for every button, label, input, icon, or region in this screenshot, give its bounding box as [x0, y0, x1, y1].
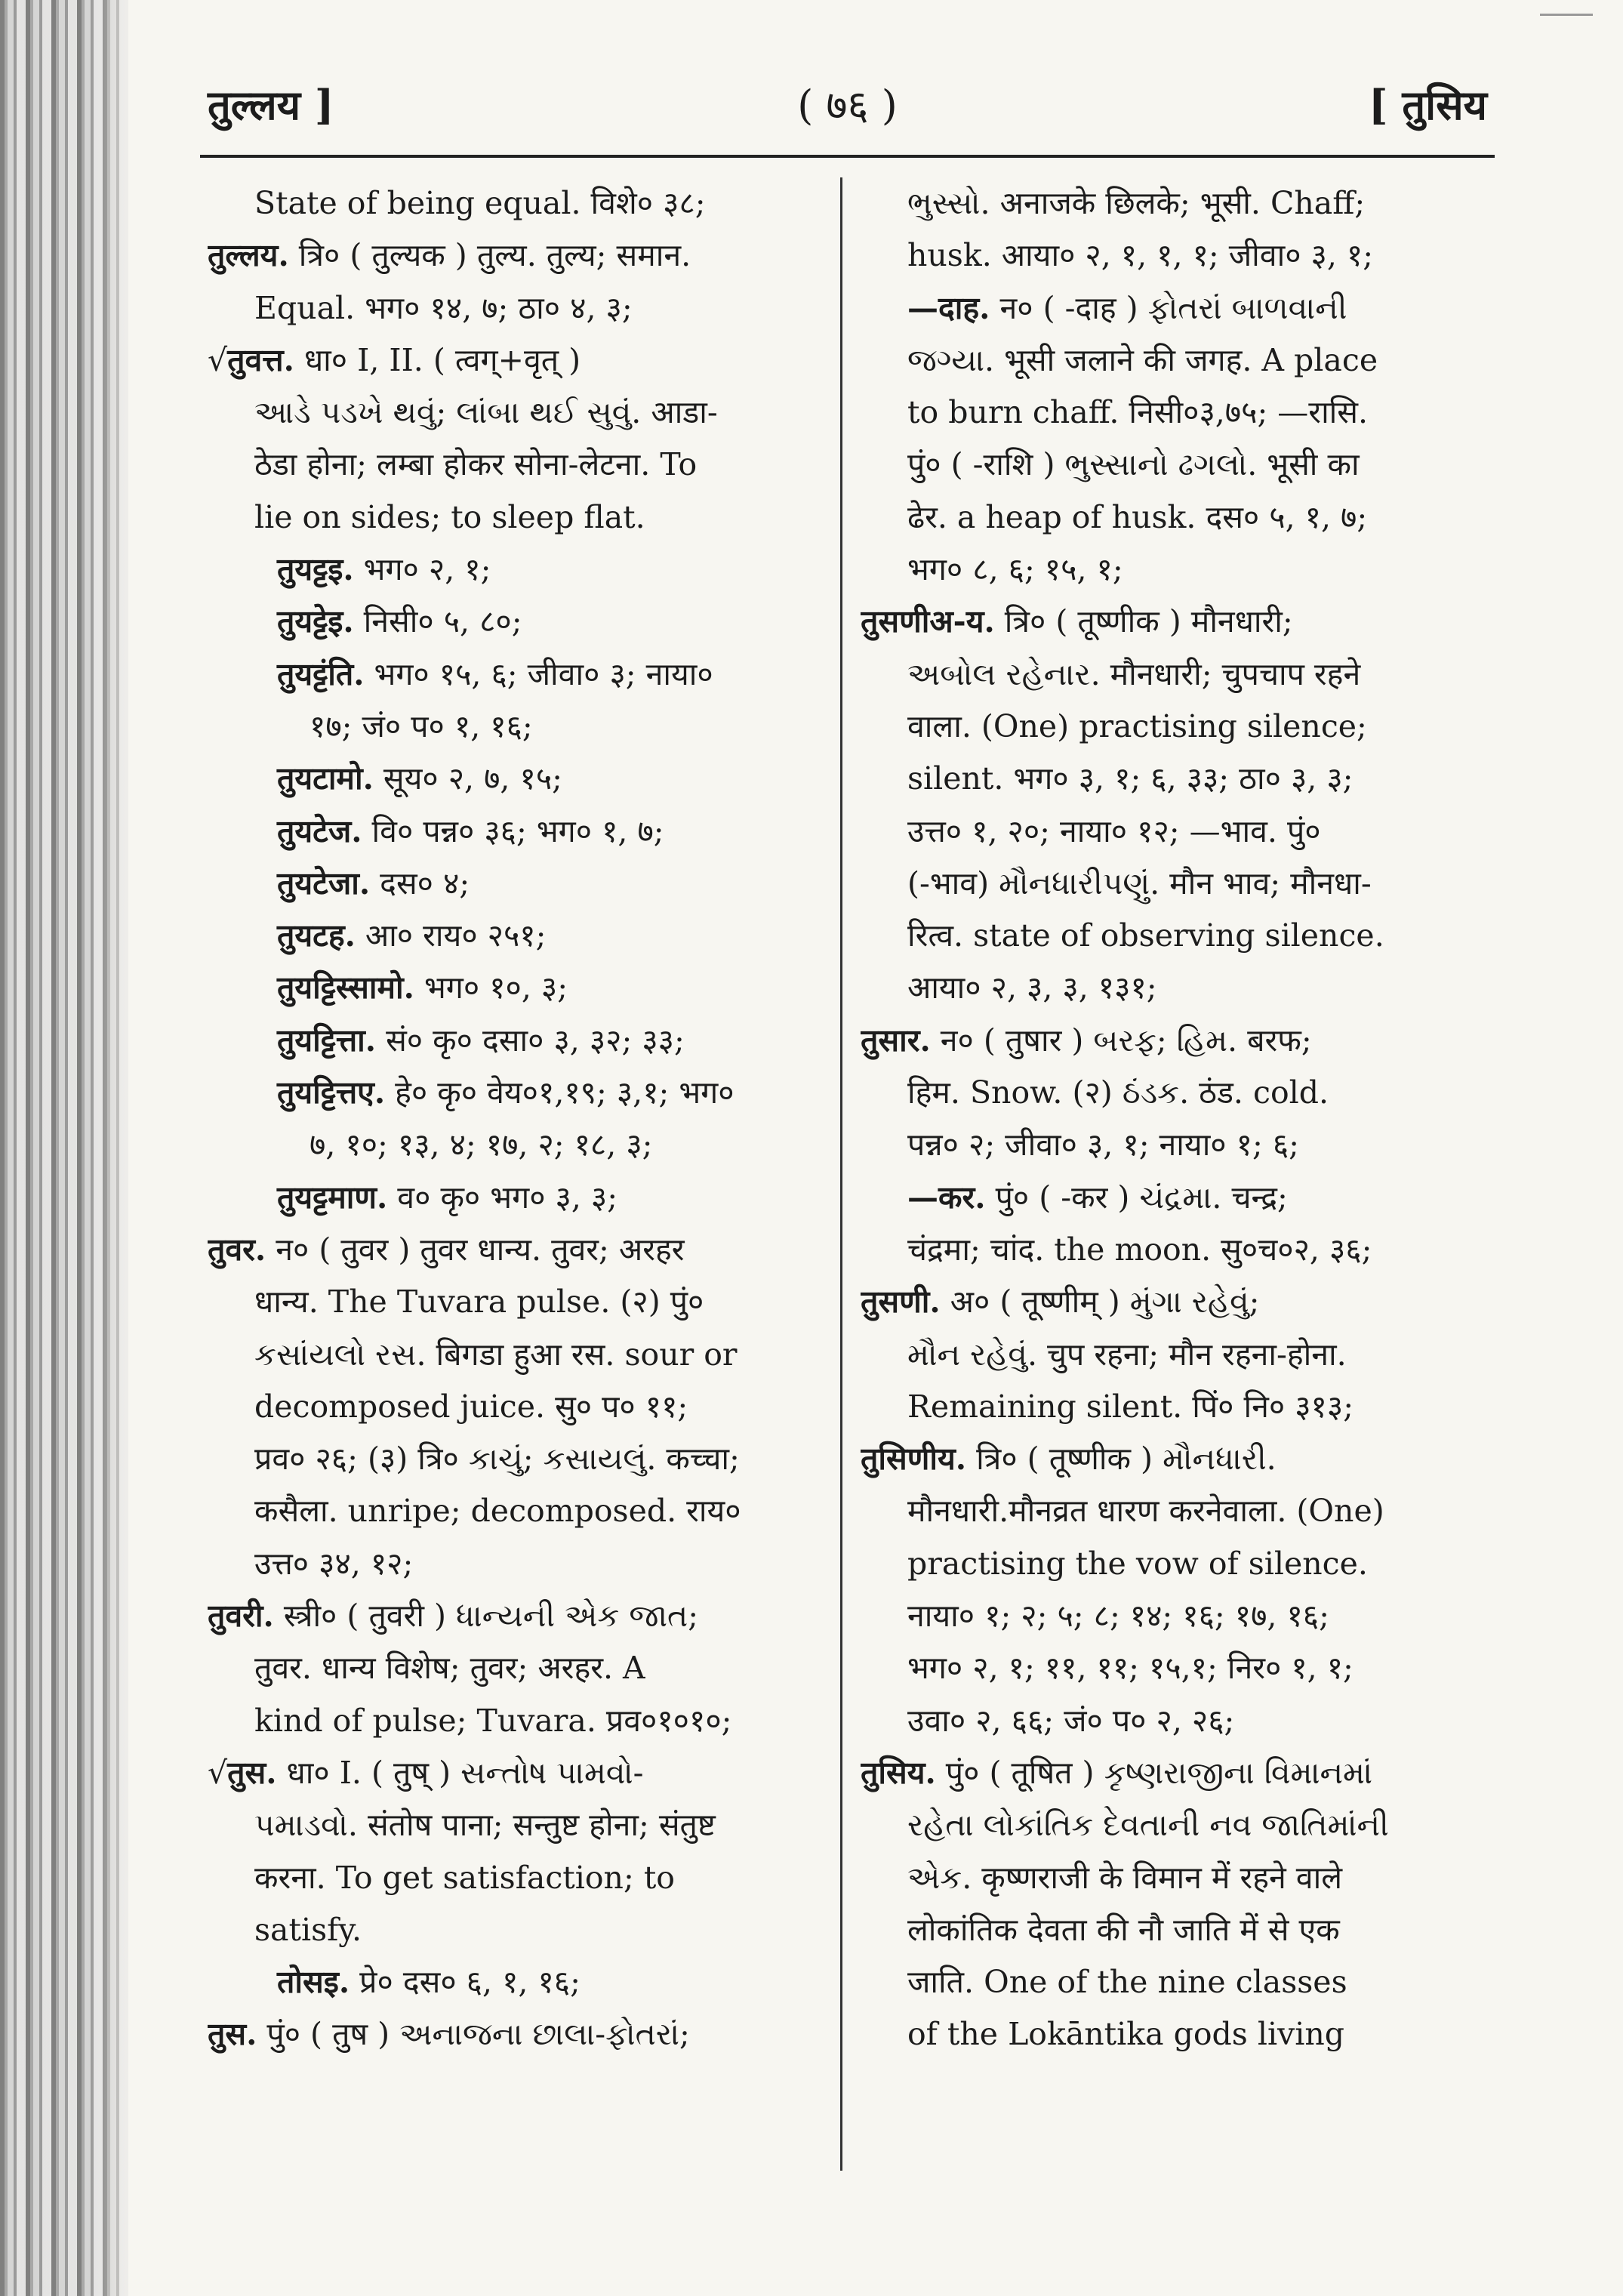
entry-line — [208, 596, 823, 648]
header-right-guideword: [ तुसिय — [1369, 81, 1487, 129]
entry-line — [861, 1695, 1487, 1747]
headword: तोसइ. — [277, 1964, 350, 2001]
entry-text: husk. आया० २, १, १, १; जीवा० ३, १; — [907, 237, 1374, 274]
entry-text: पुं० ( -कर ) ચંદ્રમા. चन्द्र; — [985, 1179, 1288, 1216]
headword: तुयट्टेइ. — [277, 603, 354, 640]
headword: तुयट्टिस्सामो. — [277, 969, 414, 1006]
entry-text: निसी० ५, ८०; — [353, 603, 522, 640]
headword: —कर. — [907, 1179, 986, 1216]
entry-line — [208, 1904, 823, 1956]
header-left-guideword: तुल्लय ] — [208, 81, 334, 129]
entry-text: kind of pulse; Tuvara. प्रव०१०१०; — [254, 1702, 732, 1739]
entry-line — [208, 177, 823, 230]
entry-text: Remaining silent. पिं० नि० ३१३; — [907, 1388, 1354, 1425]
entry-line — [861, 387, 1487, 439]
headword: तुयट्टइ. — [277, 551, 354, 588]
entry-line — [208, 1381, 823, 1433]
root-mark: √ — [208, 341, 228, 378]
entry-text: आ० राय० २५१; — [355, 917, 547, 954]
entry-line — [208, 910, 823, 962]
entry-line — [861, 858, 1487, 910]
entry-text: वि० पन्न० ३६; भग० १, ७; — [362, 812, 664, 849]
entry-line — [208, 1642, 823, 1694]
entry-text: हे० कृ० वेय०१,१९; ३,१; भग० — [385, 1074, 735, 1111]
headword: तुयटह. — [277, 917, 356, 954]
column-divider — [840, 177, 842, 2171]
entry-text: आया० २, ३, ३, १३१; — [907, 969, 1157, 1006]
entry-text: न० ( -दाह ) ફોતરાં બાળવાની — [990, 289, 1347, 326]
entry-text: करना. To get satisfaction; to — [254, 1859, 675, 1896]
headword: तुसार. — [861, 1022, 931, 1059]
entry-text: व० कृ० भग० ३, ३; — [387, 1179, 618, 1216]
headword: तुस. — [208, 2016, 257, 2053]
entry-line — [861, 1852, 1487, 1904]
entry-text: પમાડવો. संतोष पाना; सन्तुष्ट होना; संतुष्ट — [254, 1807, 716, 1844]
entry-text: धान्य. The Tuvara pulse. (२) पुं० — [254, 1284, 704, 1321]
entry-text: to burn chaff. निसी०३,७५; —रासि. — [907, 394, 1369, 431]
entry-text: decomposed juice. सु० प० ११; — [254, 1388, 688, 1425]
entry-text: State of being equal. विशे० ३८; — [254, 185, 706, 221]
entry-line — [861, 230, 1487, 282]
spine-fade — [91, 0, 159, 2296]
entry-line — [861, 753, 1487, 805]
entry-text: silent. भग० ३, १; ६, ३३; ठा० ३, ३; — [907, 760, 1354, 797]
left-column — [208, 177, 823, 2061]
entry-text: ७, १०; १३, ४; १७, २; १८, ३; — [310, 1126, 653, 1163]
entry-line — [861, 334, 1487, 387]
entry-text: दस० ४; — [370, 864, 470, 901]
entry-text: भग० ८, ६; १५, १; — [907, 551, 1123, 588]
entry-text: न० ( तुवर ) तुवर धान्य. तुवर; अरहर — [266, 1231, 685, 1268]
entry-line — [861, 1067, 1487, 1119]
entry-text: १७; जं० प० १, १६; — [310, 707, 533, 744]
entry-line — [861, 649, 1487, 701]
entry-text: मौनधारी.मौनव्रत धारण करनेवाला. (One) — [907, 1493, 1384, 1530]
header-rule — [200, 155, 1495, 158]
entry-line — [861, 806, 1487, 858]
entry-line — [208, 1956, 823, 2008]
entry-text: सूय० २, ७, १५; — [373, 760, 562, 797]
entry-line — [861, 1747, 1487, 1799]
entry-text: આડે પડખે થવું; લાંબા થઈ સુવું. आडा- — [254, 394, 718, 431]
entry-text: त्रि० ( तुल्यक ) तुल्य. तुल्य; समान. — [288, 237, 691, 274]
entry-text: पन्न० २; जीवा० ३, १; नाया० १; ६; — [907, 1126, 1299, 1163]
entry-text: वाला. (One) practising silence; — [907, 707, 1367, 744]
entry-text: of the Lokāntika gods living — [907, 2016, 1344, 2053]
entry-line — [208, 2008, 823, 2060]
entry-text: भग० १०, ३; — [414, 969, 568, 1006]
entry-text: भग० १५, ६; जीवा० ३; नाया० — [364, 655, 713, 692]
entry-line — [208, 701, 823, 753]
entry-line — [208, 1015, 823, 1067]
page-number: ( ७६ ) — [797, 82, 898, 129]
entry-line — [208, 753, 823, 805]
entry-text: ढेर. a heap of husk. दस० ५, १, ७; — [907, 498, 1368, 535]
entry-line — [208, 858, 823, 910]
headword: तुयट्टित्ता. — [277, 1022, 377, 1059]
entry-text: पुं० ( -राशि ) ભુસ્સાનો ઢગલો. भूसी का — [907, 446, 1360, 483]
entry-line — [861, 596, 1487, 648]
entry-line — [208, 1485, 823, 1537]
entry-text: त्रि० ( तूष्णीक ) मौनधारी; — [994, 603, 1293, 640]
entry-line — [208, 1067, 823, 1119]
entry-line — [208, 1276, 823, 1328]
entry-text: उत्त० १, २०; नाया० १२; —भाव. पुं० — [907, 812, 1321, 849]
headword: तुस. — [227, 1754, 277, 1791]
entry-line — [861, 1590, 1487, 1642]
headword: तुवर. — [208, 1231, 266, 1268]
entry-text: प्रव० २६; (३) त्रि० કાચું; કસાયલું. कच्चा; — [254, 1441, 740, 1478]
entry-line — [861, 1015, 1487, 1067]
entry-line — [208, 544, 823, 596]
entry-line — [208, 1433, 823, 1485]
headword: तुवरी. — [208, 1598, 274, 1635]
entry-line — [208, 1172, 823, 1224]
entry-text: धा० I. ( तुष् ) સન્તોષ પામવો- — [276, 1754, 644, 1791]
entry-line — [861, 2008, 1487, 2060]
entry-text: नाया० १; २; ५; ८; १४; १६; १७, १६; — [907, 1598, 1329, 1635]
entry-text: न० ( तुषार ) બરફ; હિમ. बरफ; — [930, 1022, 1312, 1059]
entry-text: उवा० २, ६६; जं० प० २, २६; — [907, 1702, 1235, 1739]
entry-text: lie on sides; to sleep flat. — [254, 498, 645, 535]
headword: —दाह. — [907, 289, 990, 326]
entry-text: भग० २, १; ११, ११; १५,१; निर० १, १; — [907, 1650, 1354, 1687]
entry-line — [208, 1747, 823, 1799]
entry-line — [861, 439, 1487, 491]
entry-text: सं० कृ० दसा० ३, ३२; ३३; — [376, 1022, 685, 1059]
entry-line — [208, 334, 823, 387]
headword: तुयट्टमाण. — [277, 1179, 388, 1216]
entry-text: અબોલ રહેનાર. मौनधारी; चुपचाप रहने — [907, 655, 1361, 692]
entry-line — [861, 1485, 1487, 1537]
entry-text: भग० २, १; — [353, 551, 491, 588]
entry-line — [861, 492, 1487, 544]
entry-text: practising the vow of silence. — [907, 1545, 1368, 1582]
entry-line — [208, 1852, 823, 1904]
entry-text: त्रि० ( तूष्णीक ) મૌનધારી. — [966, 1441, 1277, 1478]
entry-line — [861, 1956, 1487, 2008]
page-header — [200, 53, 1495, 143]
entry-line — [861, 544, 1487, 596]
entry-line — [208, 1119, 823, 1171]
entry-line — [208, 282, 823, 334]
entry-text: पुं० ( तुष ) અનાજના છાલા-ફોતરાં; — [257, 2016, 690, 2053]
entry-line — [208, 962, 823, 1014]
entry-line — [861, 1538, 1487, 1590]
entry-line — [208, 492, 823, 544]
entry-text: એક. कृष्णराजी के विमान में रहने वाले — [907, 1859, 1343, 1896]
entry-line — [208, 1799, 823, 1851]
entry-text: कसैला. unripe; decomposed. राय० — [254, 1493, 741, 1530]
entry-line — [208, 230, 823, 282]
entry-line — [861, 701, 1487, 753]
entry-text: रित्व. state of observing silence. — [907, 917, 1384, 954]
headword: तुयट्टित्तए. — [277, 1074, 386, 1111]
headword: तुसणी. — [861, 1284, 941, 1321]
entry-line — [861, 1119, 1487, 1171]
headword: तुयटेज. — [277, 812, 362, 849]
entry-line — [861, 910, 1487, 962]
corner-mark — [1540, 14, 1593, 16]
entry-text: अ० ( तूष्णीम् ) મુંગા રહેવું; — [940, 1284, 1260, 1321]
entry-line — [208, 1224, 823, 1276]
entry-text: उत्त० ३४, १२; — [254, 1545, 414, 1582]
entry-text: satisfy. — [254, 1911, 362, 1948]
entry-line — [861, 1172, 1487, 1224]
entry-text: ભુસ્સો. अनाजके छिलके; भूसी. Chaff; — [907, 185, 1366, 221]
columns — [200, 177, 1495, 2280]
entry-line — [861, 1799, 1487, 1851]
entry-line — [861, 962, 1487, 1014]
entry-line — [208, 806, 823, 858]
entry-text: स्त्री० ( तुवरी ) ધાન્યની એક જાત; — [273, 1598, 699, 1635]
entry-text: Equal. भग० १४, ७; ठा० ४, ३; — [254, 289, 633, 326]
entry-text: રહેતા લોકાંતિક દેવતાની નવ જાતિમાંની — [907, 1807, 1389, 1844]
headword: तुसणीअ-य. — [861, 603, 995, 640]
entry-line — [208, 649, 823, 701]
entry-text: प्रे० दस० ६, १, १६; — [350, 1964, 581, 2001]
entry-text: हिम. Snow. (२) ઠંડક. ठंड. cold. — [907, 1074, 1329, 1111]
entry-line — [861, 1433, 1487, 1485]
entry-text: तुवर. धान्य विशेष; तुवर; अरहर. A — [254, 1650, 645, 1687]
entry-line — [208, 1329, 823, 1381]
headword: तुसिणीय. — [861, 1441, 967, 1478]
headword: तुयटेजा. — [277, 864, 371, 901]
headword: तुवत्त. — [227, 341, 294, 378]
dictionary-page — [200, 53, 1495, 2280]
entry-line — [861, 1329, 1487, 1381]
entry-text: चंद्रमा; चांद. the moon. सु०च०२, ३६; — [907, 1231, 1372, 1268]
entry-line — [861, 1276, 1487, 1328]
headword: तुयटामो. — [277, 760, 374, 797]
entry-text: धा० I, II. ( त्वग्+वृत् ) — [294, 341, 581, 378]
entry-line — [208, 1695, 823, 1747]
entry-text: ठेडा होना; लम्बा होकर सोना-लेटना. To — [254, 446, 698, 483]
entry-text: (-भाव) મૌનધારીપણું. मौन भाव; मौनधा- — [907, 864, 1372, 901]
entry-text: મૌન રહેવું. चुप रहना; मौन रहना-होना. — [907, 1336, 1347, 1373]
entry-line — [861, 282, 1487, 334]
entry-line — [861, 1381, 1487, 1433]
entry-line — [861, 177, 1487, 230]
entry-text: पुं० ( तूषित ) કૃષ્ણરાજીના વિમાનમાં — [935, 1754, 1373, 1791]
entry-text: જગ્યા. भूसी जलाने की जगह. A place — [907, 341, 1378, 378]
entry-text: કસાંયલો રસ. बिगडा हुआ रस. sour or — [254, 1336, 738, 1373]
entry-text: जाति. One of the nine classes — [907, 1964, 1347, 2001]
headword: तुयट्टंति. — [277, 655, 365, 692]
headword: तुसिय. — [861, 1754, 936, 1791]
entry-line — [208, 1590, 823, 1642]
right-column — [861, 177, 1487, 2061]
entry-line — [208, 439, 823, 491]
entry-text: लोकांतिक देवता की नौ जाति में से एक — [907, 1911, 1340, 1948]
root-mark: √ — [208, 1754, 228, 1791]
entry-line — [208, 1538, 823, 1590]
entry-line — [861, 1904, 1487, 1956]
entry-line — [861, 1224, 1487, 1276]
entry-line — [861, 1642, 1487, 1694]
headword: तुल्लय. — [208, 237, 289, 274]
entry-line — [208, 387, 823, 439]
